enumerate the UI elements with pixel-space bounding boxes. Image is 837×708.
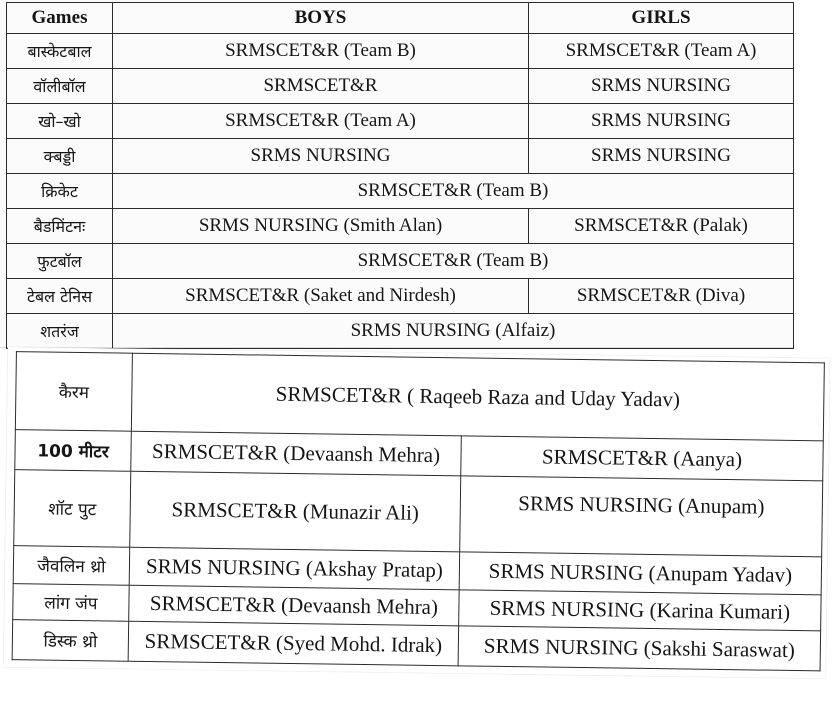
table-row <box>7 244 794 279</box>
game-name: फुटबॉल <box>7 244 113 279</box>
girls-winner: SRMS NURSING (Anupam Yadav) <box>459 552 822 595</box>
girls-winner: SRMSCET&R (Team A) <box>529 34 794 69</box>
girls-winner: SRMSCET&R (Aanya) <box>461 436 824 481</box>
game-name: जैवलिन थ्रो <box>13 546 130 586</box>
girls-winner: SRMS NURSING <box>529 69 794 104</box>
table-row <box>15 352 824 441</box>
game-name: 100 मीटर <box>15 430 132 472</box>
boys-winner: SRMSCET&R (Devaansh Mehra) <box>129 585 459 626</box>
girls-winner: SRMSCET&R (Diva) <box>529 279 794 314</box>
boys-winner: SRMS NURSING (Smith Alan) <box>113 209 529 244</box>
results-sheet-bottom <box>4 347 830 678</box>
game-name: खो–खो <box>7 104 113 139</box>
combined-winner: SRMSCET&R ( Raqeeb Raza and Uday Yadav) <box>131 353 824 441</box>
table-row <box>7 209 794 244</box>
combined-winner: SRMSCET&R (Team B) <box>113 174 794 209</box>
girls-winner: SRMSCET&R (Palak) <box>529 209 794 244</box>
game-name: शॉट पुट <box>14 470 131 548</box>
table-header-row <box>7 3 794 34</box>
boys-winner: SRMSCET&R (Saket and Nirdesh) <box>113 279 529 314</box>
girls-winner: SRMS NURSING (Anupam) <box>460 476 823 557</box>
header-girls: GIRLS <box>529 3 794 34</box>
combined-winner: SRMS NURSING (Alfaiz) <box>113 314 794 349</box>
table-row <box>14 470 823 557</box>
girls-winner: SRMS NURSING (Sakshi Saraswat) <box>458 626 821 671</box>
table-row <box>7 69 794 104</box>
game-name: बास्केटबाल <box>7 34 113 69</box>
header-games: Games <box>7 3 113 34</box>
girls-winner: SRMS NURSING <box>529 104 794 139</box>
table-row <box>7 34 794 69</box>
table-row <box>7 314 794 349</box>
combined-winner: SRMSCET&R (Team B) <box>113 244 794 279</box>
boys-winner: SRMSCET&R (Devaansh Mehra) <box>131 431 462 476</box>
boys-winner: SRMS NURSING <box>113 139 529 174</box>
boys-winner: SRMSCET&R (Syed Mohd. Idrak) <box>128 621 459 666</box>
table-row <box>7 279 794 314</box>
game-name: क्रिकेट <box>7 174 113 209</box>
table-row <box>7 104 794 139</box>
game-name: कैरम <box>15 352 132 432</box>
game-name: क्बड्डी <box>7 139 113 174</box>
results-sheet-top <box>0 0 793 348</box>
header-boys: BOYS <box>113 3 529 34</box>
results-table-top <box>6 2 794 349</box>
results-table-bottom <box>12 351 825 671</box>
game-name: डिस्क थ्रो <box>12 620 129 662</box>
game-name: लांग जंप <box>13 584 129 622</box>
boys-winner: SRMSCET&R <box>113 69 529 104</box>
girls-winner: SRMS NURSING <box>529 139 794 174</box>
game-name: बैडमिंटनः <box>7 209 113 244</box>
girls-winner: SRMS NURSING (Karina Kumari) <box>459 590 821 631</box>
boys-winner: SRMSCET&R (Team B) <box>113 34 529 69</box>
boys-winner: SRMS NURSING (Akshay Pratap) <box>129 547 459 590</box>
game-name: वॉलीबॉल <box>7 69 113 104</box>
game-name: टेबल टेनिस <box>7 279 113 314</box>
table-row <box>7 139 794 174</box>
boys-winner: SRMSCET&R (Team A) <box>113 104 529 139</box>
game-name: शतरंज <box>7 314 113 349</box>
boys-winner: SRMSCET&R (Munazir Ali) <box>130 471 461 552</box>
table-row <box>7 174 794 209</box>
